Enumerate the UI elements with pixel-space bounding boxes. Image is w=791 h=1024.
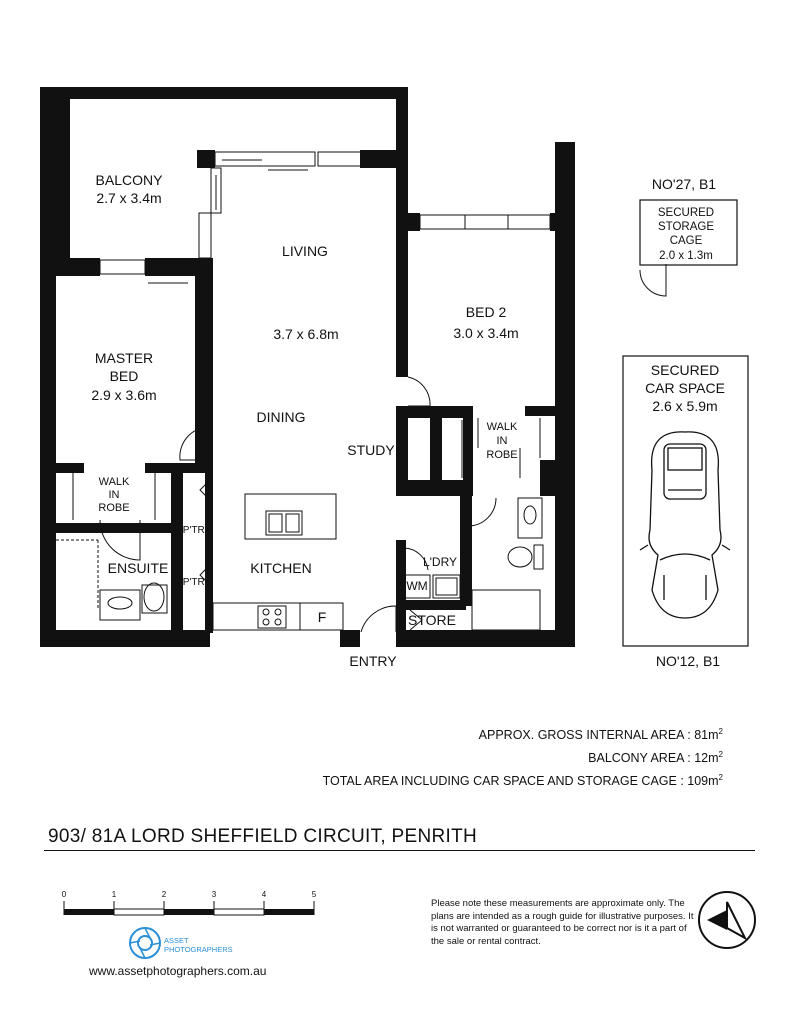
gross-internal-area-text: APPROX. GROSS INTERNAL AREA : 81m	[478, 728, 719, 743]
pantry-2: P'TRY	[182, 577, 212, 588]
robe-right-3: ROBE	[486, 449, 518, 461]
gross-internal-area	[479, 727, 723, 742]
robe-right-2: IN	[496, 435, 508, 447]
master-name-1: MASTER	[94, 350, 154, 366]
scale-tick-4: 4	[261, 890, 267, 899]
living-name: LIVING	[282, 243, 328, 259]
car-size: 2.6 x 5.9m	[652, 398, 718, 414]
entry-name: ENTRY	[349, 653, 397, 669]
balcony-size: 2.7 x 3.4m	[96, 190, 162, 206]
study-name: STUDY	[347, 442, 395, 458]
master-size: 2.9 x 3.6m	[91, 387, 157, 403]
parking-labels	[645, 176, 725, 669]
pantry-1: P'TRY	[182, 525, 212, 536]
divider	[44, 850, 755, 851]
room-labels	[91, 172, 518, 669]
balcony-name: BALCONY	[95, 172, 163, 188]
scale-tick-5: 5	[311, 890, 317, 899]
bed2-size: 3.0 x 3.4m	[453, 325, 519, 341]
logo-line1: ASSET	[164, 936, 189, 945]
disclaimer: Please note these measurements are approximate only. The plans are intended as a rough guide for illustrative purposes. It is not warranted or guaranteed to be correct nor is it a part of the sale or rental contract.	[431, 898, 694, 947]
robe-left-1: WALK	[98, 476, 130, 488]
website-link[interactable]: www.assetphotographers.com.au	[89, 964, 267, 978]
total-area	[323, 773, 723, 788]
area-unit-sup: 2	[718, 727, 723, 736]
dining-name: DINING	[256, 409, 306, 425]
car-number: NO'12, B1	[655, 653, 721, 669]
balcony-area-text: BALCONY AREA : 12m	[588, 751, 719, 766]
total-area-text: TOTAL AREA INCLUDING CAR SPACE AND STORAGE CAGE : 109m	[322, 774, 719, 789]
storage-number: NO'27, B1	[651, 176, 717, 192]
car-icon	[640, 432, 730, 618]
robe-left-3: ROBE	[98, 502, 130, 514]
kitchen-name: KITCHEN	[250, 560, 312, 576]
master-name-2: BED	[109, 368, 139, 384]
car-line2: CAR SPACE	[645, 380, 725, 396]
fridge-label: F	[317, 609, 327, 625]
car-line1: SECURED	[650, 362, 720, 378]
logo-text	[164, 936, 233, 954]
north-compass-icon	[697, 890, 757, 950]
ensuite-name: ENSUITE	[107, 560, 169, 576]
storage-size: 2.0 x 1.3m	[659, 250, 713, 262]
scale-bar	[55, 887, 325, 927]
balcony-area	[588, 750, 723, 765]
storage-line2: STORAGE	[657, 221, 715, 233]
scale-tick-2: 2	[161, 890, 167, 899]
living-size: 3.7 x 6.8m	[273, 326, 339, 342]
wm-label: WM	[406, 579, 428, 593]
laundry-name: L'DRY	[422, 555, 458, 569]
scale-tick-3: 3	[211, 890, 217, 899]
scale-tick-1: 1	[111, 890, 117, 899]
bed2-name: BED 2	[465, 304, 507, 320]
area-unit-sup: 2	[718, 750, 723, 759]
area-unit-sup: 2	[718, 773, 723, 782]
storage-line3: CAGE	[669, 235, 703, 247]
storage-line1: SECURED	[657, 207, 715, 219]
logo-line2: PHOTOGRAPHERS	[164, 945, 233, 954]
scale-tick-0: 0	[61, 890, 67, 899]
camera-logo-icon	[128, 926, 162, 960]
robe-left-2: IN	[108, 489, 120, 501]
store-name: STORE	[408, 612, 456, 628]
robe-right-1: WALK	[486, 421, 518, 433]
property-address: 903/ 81A LORD SHEFFIELD CIRCUIT, PENRITH	[48, 826, 478, 847]
